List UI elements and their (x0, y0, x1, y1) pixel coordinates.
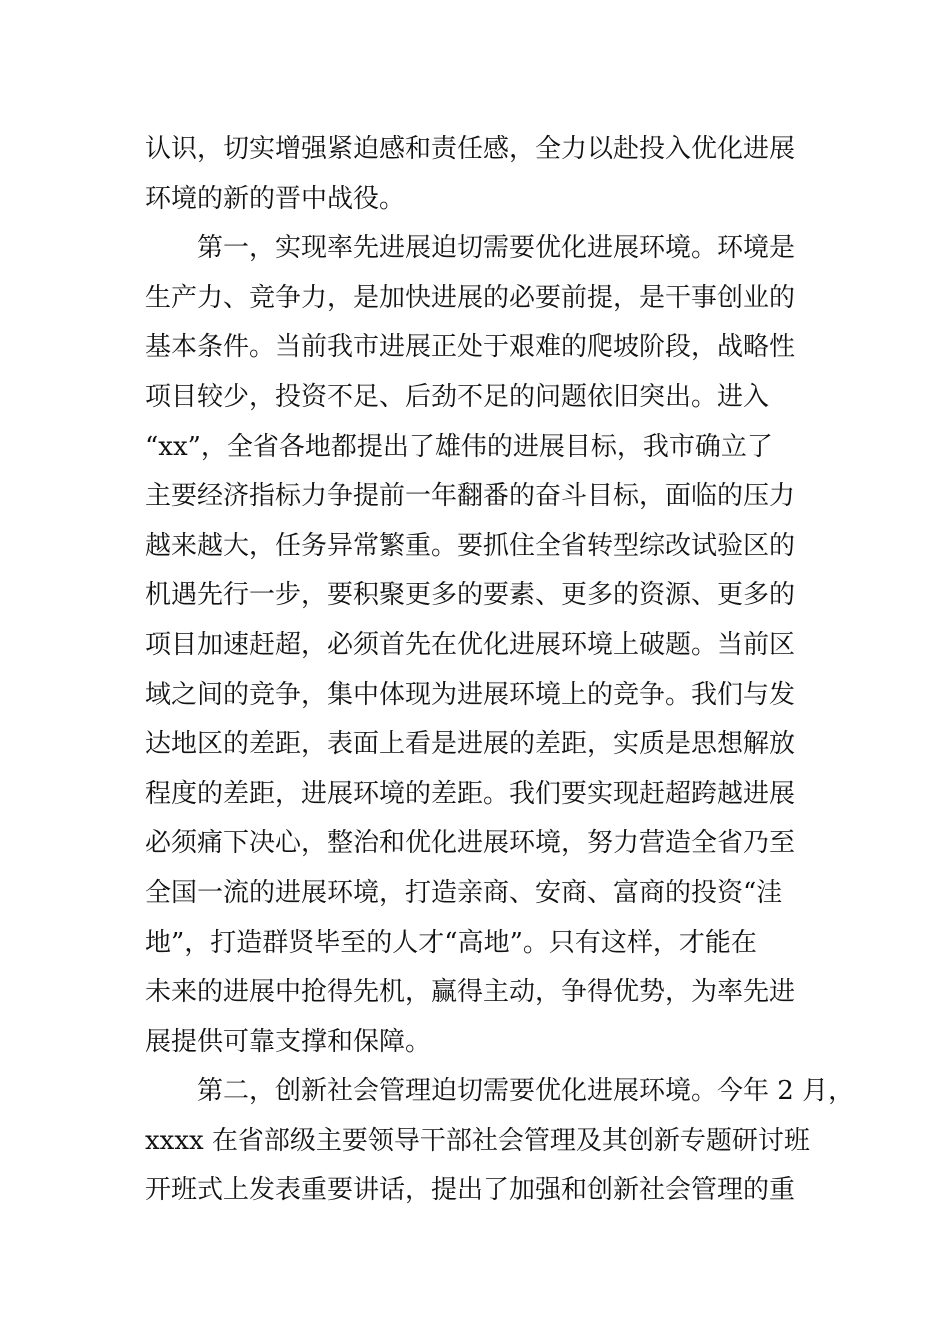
text-line-12: 域之间的竞争，集中体现为进展环境上的竞争。我们与发 (145, 679, 796, 710)
text-line-9: 越来越大，任务异常繁重。要抓住全省转型综改试验区的 (145, 530, 796, 561)
text-line-11: 项目加速赶超，必须首先在优化进展环境上破题。当前区 (145, 629, 796, 660)
text-line-22: 开班式上发表重要讲话，提出了加强和创新社会管理的重 (145, 1175, 796, 1206)
text-line-13: 达地区的差距，表面上看是进展的差距，实质是思想解放 (145, 729, 796, 760)
body-text (145, 125, 855, 1216)
text-line-15: 必须痛下决心，整治和优化进展环境，努力营造全省乃至 (145, 828, 796, 859)
text-line-6: 项目较少，投资不足、后劲不足的问题依旧突出。进入 (145, 381, 770, 412)
text-line-7: “xx”，全省各地都提出了雄伟的进展目标，我市确立了 (145, 431, 773, 462)
text-line-10: 机遇先行一步，要积聚更多的要素、更多的资源、更多的 (145, 580, 796, 611)
text-line-17: 地”，打造群贤毕至的人才“高地”。只有这样，才能在 (145, 927, 757, 958)
text-line-14: 程度的差距，进展环境的差距。我们要实现赶超跨越进展 (145, 778, 796, 809)
text-line-5: 基本条件。当前我市进展正处于艰难的爬坡阶段，战略性 (145, 332, 796, 363)
text-line-21: xxxx 在省部级主要领导干部社会管理及其创新专题研讨班 (145, 1125, 810, 1156)
text-line-18: 未来的进展中抢得先机，赢得主动，争得优势，为率先进 (145, 977, 796, 1008)
text-line-3: 第一，实现率先进展迫切需要优化进展环境。环境是 (145, 233, 796, 264)
text-line-8: 主要经济指标力争提前一年翻番的奋斗目标，面临的压力 (145, 481, 796, 512)
text-line-4: 生产力、竞争力，是加快进展的必要前提，是干事创业的 (145, 282, 796, 313)
text-line-19: 展提供可靠支撑和保障。 (145, 1026, 432, 1057)
text-line-20: 第二，创新社会管理迫切需要优化进展环境。今年 2 月， (145, 1076, 855, 1107)
text-line-1: 认识，切实增强紧迫感和责任感，全力以赴投入优化进展 (145, 134, 796, 164)
text-line-16: 全国一流的进展环境，打造亲商、安商、富商的投资“洼 (145, 877, 783, 908)
text-line-2: 环境的新的晋中战役。 (145, 183, 406, 214)
